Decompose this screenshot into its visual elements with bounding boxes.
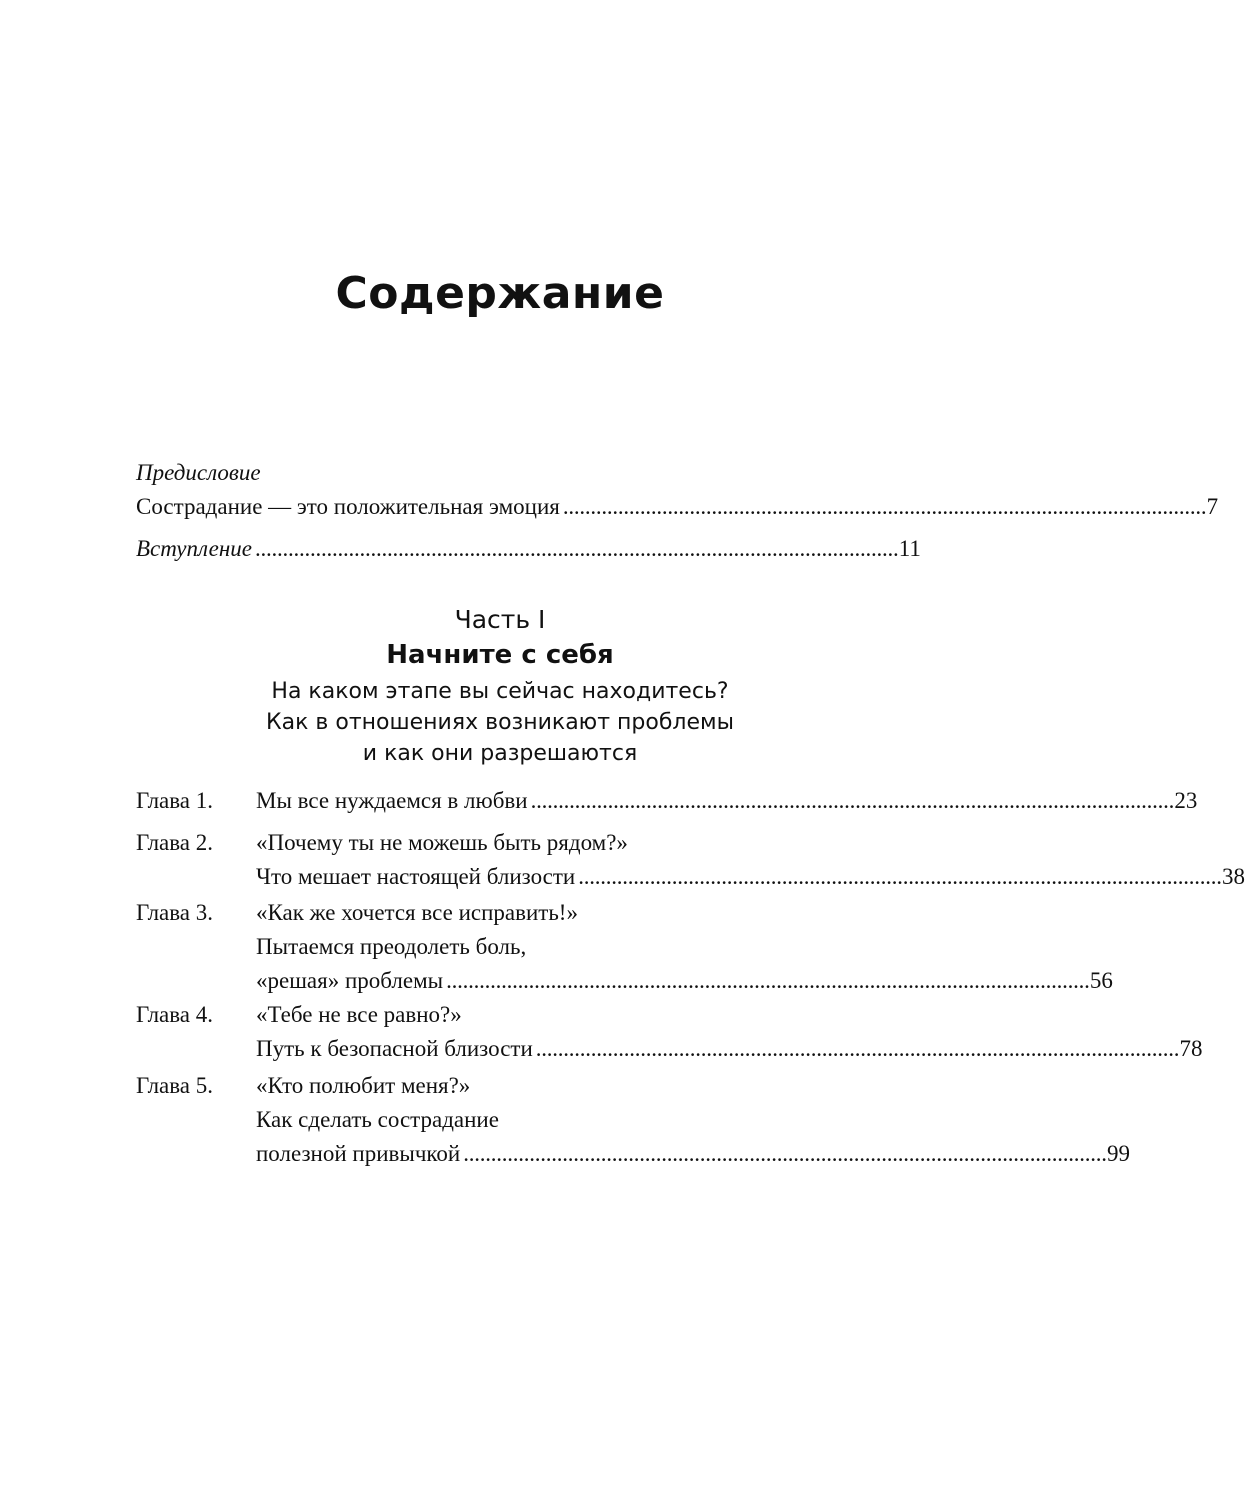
page-number: 78 xyxy=(1179,1036,1203,1061)
chapter-subtitle: полезной привычкой xyxy=(256,1141,461,1166)
part-subtitle-line: На каком этапе вы сейчас находитесь? xyxy=(271,679,729,704)
foreword-label: Предисловие xyxy=(136,460,261,485)
chapter-label: Глава 2. xyxy=(136,830,214,855)
toc-entry-chapter-4[interactable] xyxy=(136,998,1203,1066)
page-number: 38 xyxy=(1222,864,1245,889)
leader-dots xyxy=(578,860,1219,894)
chapter-subtitle: Как сделать сострадание xyxy=(256,1107,499,1132)
chapter-subtitle: Пытаемся преодолеть боль, xyxy=(256,934,527,959)
part-subtitle-line: Как в отношениях возникают проблемы xyxy=(266,710,734,735)
leader-dots xyxy=(446,964,1087,998)
chapter-label: Глава 1. xyxy=(136,788,214,813)
chapter-label: Глава 5. xyxy=(136,1073,214,1098)
chapter-subtitle: Путь к безопасной близости xyxy=(256,1036,533,1061)
chapter-label: Глава 3. xyxy=(136,900,214,925)
page-number: 23 xyxy=(1174,788,1198,813)
chapter-title: Мы все нуждаемся в любви xyxy=(256,788,528,813)
part-subtitle xyxy=(0,676,1000,769)
page-number: 56 xyxy=(1089,968,1113,993)
page-title: Содержание xyxy=(335,268,665,319)
page-number: 11 xyxy=(898,536,921,561)
part-number: Часть I xyxy=(454,605,546,634)
toc-entry-foreword[interactable] xyxy=(136,456,1219,524)
toc-entry-chapter-2[interactable] xyxy=(136,826,1245,894)
toc-entry-chapter-5[interactable] xyxy=(136,1069,1130,1171)
toc-entry-introduction[interactable] xyxy=(136,532,921,566)
chapter-title: «Как же хочется все исправить!» xyxy=(256,900,578,925)
page-number: 99 xyxy=(1107,1141,1130,1166)
part-title: Начните с себя xyxy=(386,640,614,670)
chapter-subtitle: Что мешает настоящей близости xyxy=(256,864,576,889)
toc-entry-chapter-3[interactable] xyxy=(136,896,1113,998)
toc-entry-chapter-1[interactable] xyxy=(136,784,1198,818)
leader-dots xyxy=(531,784,1172,818)
page-number: 7 xyxy=(1206,494,1219,519)
leader-dots xyxy=(563,490,1204,524)
chapter-title: «Тебе не все равно?» xyxy=(256,1002,462,1027)
leader-dots xyxy=(536,1032,1177,1066)
chapter-subtitle: «решая» проблемы xyxy=(256,968,444,993)
introduction-label: Вступление xyxy=(136,536,252,561)
leader-dots xyxy=(255,532,896,566)
part-subtitle-line: и как они разрешаются xyxy=(362,741,638,766)
foreword-title: Сострадание — это положительная эмоция xyxy=(136,494,560,519)
chapter-title: «Почему ты не можешь быть рядом?» xyxy=(256,830,628,855)
chapter-title: «Кто полюбит меня?» xyxy=(256,1073,471,1098)
leader-dots xyxy=(463,1137,1104,1171)
chapter-label: Глава 4. xyxy=(136,1002,214,1027)
